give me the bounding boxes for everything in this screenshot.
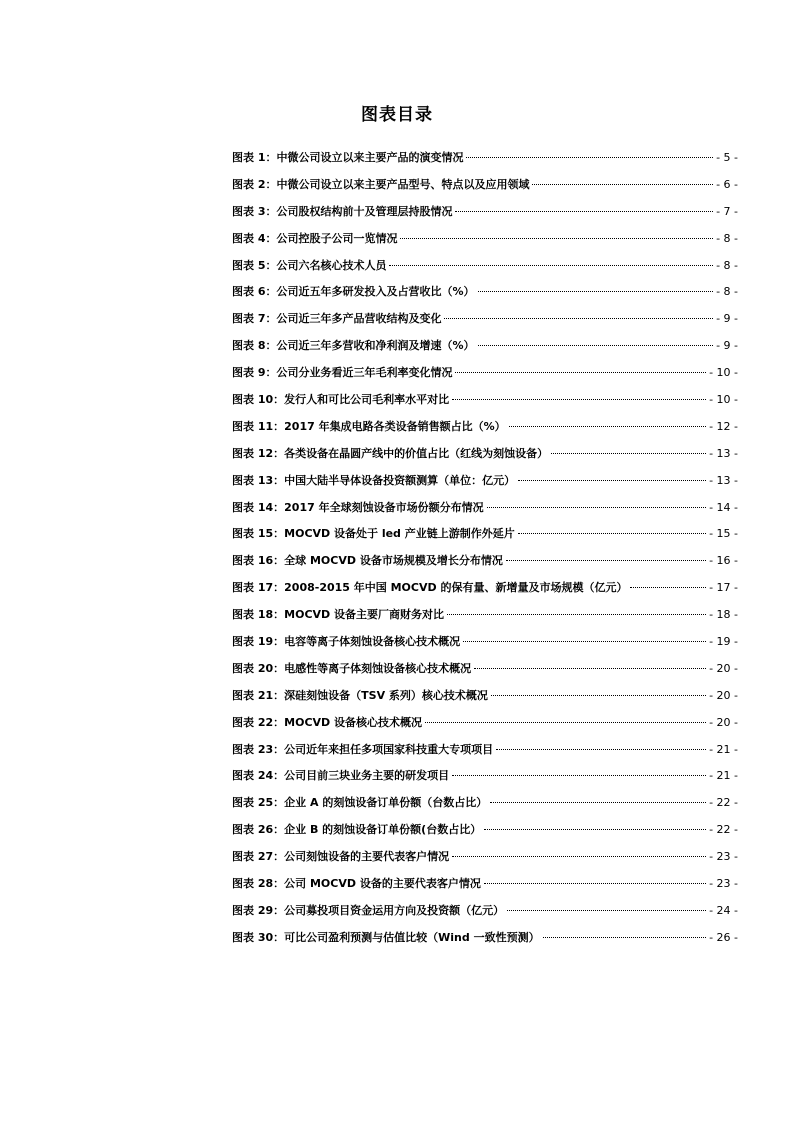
toc-entry-page: - 18 - (709, 608, 738, 622)
toc-entry-separator: ： (265, 339, 277, 353)
toc-entry-title: 公司六名核心技术人员 (276, 258, 387, 272)
toc-leader-dots (474, 668, 706, 669)
toc-entry-label: 图表 2 (232, 177, 266, 191)
toc-entry-separator: ： (273, 473, 285, 487)
toc-entry-title: 公司近年来担任多项国家科技重大专项项目 (284, 742, 494, 756)
toc-entry-separator: ： (273, 608, 285, 622)
toc-entry[interactable] (232, 821, 738, 848)
toc-entry-label: 图表 6 (232, 285, 266, 299)
toc-entry[interactable] (232, 741, 738, 768)
toc-entry-page: - 26 - (709, 930, 738, 944)
toc-entry[interactable] (232, 794, 738, 821)
toc-entry-separator: ： (273, 500, 285, 514)
toc-entry-separator: ： (273, 554, 285, 568)
toc-entry-label: 图表 14 (232, 500, 274, 514)
toc-entry-title: 公司控股子公司一览情况 (276, 231, 398, 245)
toc-entry-title: 公司 MOCVD 设备的主要代表客户情况 (284, 877, 481, 891)
toc-entry[interactable] (232, 176, 738, 203)
toc-entry-separator: ： (273, 823, 285, 837)
toc-entry-title: 电感性等离子体刻蚀设备核心技术概况 (284, 661, 472, 675)
toc-entry-title: 2008-2015 年中国 MOCVD 的保有量、新增量及市场规模（亿元） (284, 581, 628, 595)
toc-entry-separator: ： (273, 715, 285, 729)
toc-entry-separator: ： (273, 393, 285, 407)
toc-entry-label: 图表 19 (232, 635, 274, 649)
toc-leader-dots (425, 722, 706, 723)
toc-leader-dots (543, 937, 706, 938)
toc-entry-title: MOCVD 设备核心技术概况 (284, 715, 422, 729)
toc-entry-title: 中微公司设立以来主要产品的演变情况 (276, 151, 464, 164)
toc-entry-page: - 22 - (709, 796, 738, 810)
toc-entry-page: - 8 - (716, 231, 738, 245)
toc-entry-separator: ： (273, 527, 285, 541)
toc-entry-separator: ： (273, 661, 285, 675)
toc-entry[interactable] (232, 364, 738, 391)
toc-entry-page: - 20 - (709, 715, 738, 729)
toc-entry[interactable] (232, 767, 738, 794)
toc-entry-label: 图表 1 (232, 151, 266, 164)
toc-entry-label: 图表 11 (232, 419, 274, 433)
toc-entry-separator: ： (273, 635, 285, 649)
toc-entry-label: 图表 24 (232, 769, 274, 783)
toc-entry[interactable] (232, 929, 738, 956)
toc-entry-title: 中国大陆半导体设备投资额测算（单位：亿元） (284, 473, 516, 487)
toc-entry-page: - 12 - (709, 419, 738, 433)
toc-leader-dots (496, 749, 706, 750)
toc-entry-title: 发行人和可比公司毛利率水平对比 (284, 393, 450, 407)
toc-entry-separator: ： (273, 796, 285, 810)
toc-leader-dots (478, 291, 714, 292)
toc-entry-page: - 23 - (709, 850, 738, 864)
toc-entry[interactable] (232, 633, 738, 660)
toc-entry-label: 图表 18 (232, 608, 274, 622)
toc-leader-dots (491, 695, 706, 696)
toc-entry-title: 电容等离子体刻蚀设备核心技术概况 (284, 635, 461, 649)
toc-entry-title: 公司目前三块业务主要的研发项目 (284, 769, 450, 783)
toc-entry-separator: ： (273, 877, 285, 891)
toc-leader-dots (487, 507, 706, 508)
toc-entry[interactable] (232, 660, 738, 687)
toc-leader-dots (452, 775, 706, 776)
page-title: 图表目录 (361, 105, 433, 125)
toc-entry-page: - 20 - (709, 661, 738, 675)
toc-entry-title: 公司近五年多研发投入及占营收比（%） (276, 285, 475, 299)
toc-entry-title: MOCVD 设备主要厂商财务对比 (284, 608, 444, 622)
toc-entry-title: 可比公司盈利预测与估值比较（Wind 一致性预测） (284, 930, 540, 944)
toc-entry-separator: ： (273, 930, 285, 944)
toc-entry[interactable] (232, 310, 738, 337)
toc-entry[interactable] (232, 687, 738, 714)
toc-entry[interactable] (232, 391, 738, 418)
toc-entry-page: - 17 - (709, 581, 738, 595)
toc-entry-page: - 16 - (709, 554, 738, 568)
toc-leader-dots (518, 480, 706, 481)
toc-leader-dots (518, 533, 706, 534)
toc-entry-page: - 23 - (709, 877, 738, 891)
toc-entry[interactable] (232, 445, 738, 472)
toc-entry-label: 图表 27 (232, 850, 274, 864)
toc-entry[interactable] (232, 848, 738, 875)
toc-entry-label: 图表 23 (232, 742, 274, 756)
toc-entry-title: 公司刻蚀设备的主要代表客户情况 (284, 850, 450, 864)
toc-entry-page: - 15 - (709, 527, 738, 541)
toc-entry-title: 全球 MOCVD 设备市场规模及增长分布情况 (284, 554, 503, 568)
toc-leader-dots (509, 426, 706, 427)
toc-entry-page: - 7 - (716, 204, 738, 218)
toc-entry-title: 公司募投项目资金运用方向及投资额（亿元） (284, 903, 505, 917)
toc-entry-label: 图表 4 (232, 231, 266, 245)
toc-entry-title: 公司近三年多营收和净利润及增速（%） (276, 339, 475, 353)
toc-leader-dots (400, 238, 713, 239)
toc-entry-separator: ： (273, 742, 285, 756)
toc-entry-separator: ： (265, 312, 277, 326)
toc-entry-page: - 24 - (709, 903, 738, 917)
toc-leader-dots (630, 587, 706, 588)
toc-entry-page: - 21 - (709, 769, 738, 783)
toc-leader-dots (484, 883, 706, 884)
toc-entry-page: - 14 - (709, 500, 738, 514)
toc-entry-label: 图表 3 (232, 204, 266, 218)
toc-entry-label: 图表 5 (232, 258, 266, 272)
toc-entry-label: 图表 17 (232, 581, 274, 595)
toc-leader-dots (455, 211, 713, 212)
toc-leader-dots (455, 372, 706, 373)
toc-entry-title: 各类设备在晶圆产线中的价值占比（红线为刻蚀设备） (284, 446, 549, 460)
toc-entry-label: 图表 28 (232, 877, 274, 891)
toc-entry-separator: ： (273, 419, 285, 433)
toc-entry-title: 2017 年集成电路各类设备销售额占比（%） (284, 419, 506, 433)
toc-entry-page: - 19 - (709, 635, 738, 649)
toc-entry[interactable] (232, 418, 738, 445)
toc-leader-dots (506, 560, 706, 561)
toc-entry-separator: ： (273, 581, 285, 595)
toc-leader-dots (447, 614, 706, 615)
toc-entry-title: 2017 年全球刻蚀设备市场份额分布情况 (284, 500, 484, 514)
toc-leader-dots (452, 399, 706, 400)
toc-entry-page: - 8 - (716, 258, 738, 272)
toc-entry-label: 图表 29 (232, 903, 274, 917)
toc-entry-separator: ： (273, 769, 285, 783)
toc-entry-title: 中微公司设立以来主要产品型号、特点以及应用领域 (276, 177, 530, 191)
toc-entry-label: 图表 9 (232, 366, 266, 380)
toc-entry-separator: ： (265, 204, 277, 218)
toc-entry-label: 图表 25 (232, 796, 274, 810)
toc-entry-page: - 13 - (709, 473, 738, 487)
toc-entry[interactable] (232, 714, 738, 741)
toc-entry-title: 公司分业务看近三年毛利率变化情况 (276, 366, 453, 380)
toc-entry-separator: ： (265, 258, 277, 272)
toc-entry-label: 图表 22 (232, 715, 274, 729)
toc-entry-page: - 10 - (709, 366, 738, 380)
toc-entry-label: 图表 30 (232, 930, 274, 944)
toc-entry[interactable] (232, 337, 738, 364)
toc-leader-dots (532, 184, 713, 185)
toc-entry-title: 企业 A 的刻蚀设备订单份额（台数占比） (284, 796, 488, 810)
toc-leader-dots (463, 641, 706, 642)
toc-entry-label: 图表 12 (232, 446, 274, 460)
toc-entry-page: - 20 - (709, 688, 738, 702)
toc-entry-separator: ： (273, 688, 285, 702)
toc-leader-dots (389, 265, 713, 266)
toc-entry-title: 企业 B 的刻蚀设备订单份额(台数占比） (284, 823, 482, 837)
toc-entry-page: - 13 - (709, 446, 738, 460)
table-of-figures (232, 149, 738, 956)
toc-entry-label: 图表 16 (232, 554, 274, 568)
toc-entry-title: MOCVD 设备处于 led 产业链上游制作外延片 (284, 527, 515, 541)
toc-entry-label: 图表 13 (232, 473, 274, 487)
toc-entry[interactable] (232, 902, 738, 929)
toc-entry-page: - 9 - (716, 312, 738, 326)
toc-entry-page: - 9 - (716, 339, 738, 353)
toc-entry[interactable] (232, 525, 738, 552)
toc-entry-separator: ： (273, 903, 285, 917)
toc-leader-dots (551, 453, 706, 454)
toc-leader-dots (452, 856, 706, 857)
toc-entry[interactable] (232, 203, 738, 230)
toc-entry-separator: ： (273, 850, 285, 864)
toc-leader-dots (466, 157, 713, 158)
toc-entry-label: 图表 20 (232, 661, 274, 675)
toc-entry-label: 图表 26 (232, 823, 274, 837)
toc-leader-dots (478, 345, 714, 346)
toc-entry-page: - 6 - (716, 177, 738, 191)
toc-entry-page: - 22 - (709, 823, 738, 837)
toc-entry-separator: ： (265, 151, 277, 164)
toc-entry[interactable] (232, 499, 738, 526)
toc-entry-separator: ： (265, 231, 277, 245)
toc-entry-separator: ： (273, 446, 285, 460)
toc-entry-separator: ： (265, 177, 277, 191)
toc-entry[interactable] (232, 283, 738, 310)
toc-entry[interactable] (232, 149, 738, 176)
toc-entry[interactable] (232, 579, 738, 606)
toc-leader-dots (484, 829, 706, 830)
toc-entry-label: 图表 7 (232, 312, 266, 326)
toc-entry[interactable] (232, 552, 738, 579)
toc-entry-label: 图表 8 (232, 339, 266, 353)
toc-entry-title: 深硅刻蚀设备（TSV 系列）核心技术概况 (284, 688, 488, 702)
toc-entry[interactable] (232, 257, 738, 284)
toc-entry-title: 公司近三年多产品营收结构及变化 (276, 312, 442, 326)
toc-entry[interactable] (232, 230, 738, 257)
toc-entry-title: 公司股权结构前十及管理层持股情况 (276, 204, 453, 218)
toc-entry-page: - 8 - (716, 285, 738, 299)
toc-leader-dots (444, 318, 713, 319)
toc-entry-separator: ： (265, 366, 277, 380)
toc-leader-dots (507, 910, 706, 911)
toc-entry[interactable] (232, 606, 738, 633)
toc-entry[interactable] (232, 875, 738, 902)
toc-entry-label: 图表 21 (232, 688, 274, 702)
toc-entry-label: 图表 10 (232, 393, 274, 407)
toc-entry-page: - 5 - (716, 151, 738, 164)
toc-entry-label: 图表 15 (232, 527, 274, 541)
toc-entry[interactable] (232, 472, 738, 499)
toc-leader-dots (490, 802, 706, 803)
toc-entry-page: - 10 - (709, 393, 738, 407)
toc-entry-page: - 21 - (709, 742, 738, 756)
toc-entry-separator: ： (265, 285, 277, 299)
